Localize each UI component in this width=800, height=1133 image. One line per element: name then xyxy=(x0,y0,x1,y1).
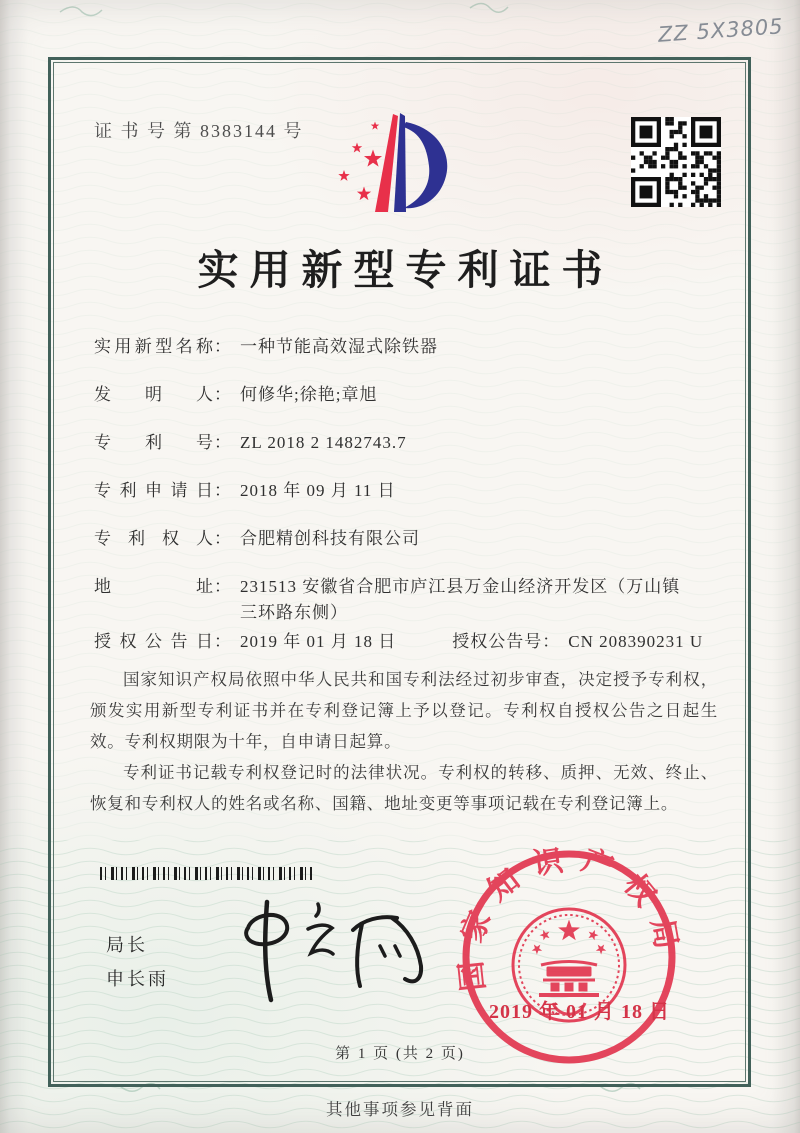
field-patent-number: 专利号 ： ZL 2018 2 1482743.7 xyxy=(94,433,407,452)
legal-paragraph-1: 国家知识产权局依照中华人民共和国专利法经过初步审查，决定授予专利权，颁发实用新型专利证书并在专利登记簿上予以登记。专利权自授权公告之日起生效。专利权期限为十年，自申请日起算。 xyxy=(90,670,718,751)
field-utility-model-name: 实用新型名称 ： 一种节能高效湿式除铁器 xyxy=(94,337,438,356)
field-address: 地址 ： 231513 安徽省合肥市庐江县万金山经济开发区（万山镇三环路东侧） xyxy=(94,577,681,622)
qr-code xyxy=(631,117,721,207)
director-signature xyxy=(215,888,435,1013)
field-grant-row: 授权公告日 ： 2019 年 01 月 18 日 授权公告号 ： CN 208390231 U xyxy=(94,629,724,655)
barcode xyxy=(100,867,313,880)
field-grant-number: 授权公告号 ： CN 208390231 U xyxy=(452,632,704,651)
handwritten-annotation: ZZ 5X3805 xyxy=(657,14,785,47)
legal-text xyxy=(90,664,718,819)
field-filing-date: 专利申请日 ： 2018 年 09 月 11 日 xyxy=(94,481,396,500)
official-seal xyxy=(453,843,685,1075)
seal-date-stamp: 2019 年 01 月 18 日 xyxy=(489,1001,670,1023)
director-title: 局长 xyxy=(106,935,148,955)
seal-text: 国家知识产权局 xyxy=(453,843,685,993)
legal-paragraph-2: 专利证书记载专利权登记时的法律状况。专利权的转移、质押、无效、终止、恢复和专利权人的姓名或名称、国籍、地址变更等事项记载在专利登记簿上。 xyxy=(90,763,718,813)
certificate-number: 证 书 号 第 8383144 号 xyxy=(94,121,304,141)
field-inventor: 发明人 ： 何修华;徐艳;章旭 xyxy=(94,385,378,404)
page-number: 第 1 页 (共 2 页) xyxy=(335,1046,465,1062)
cnipa-logo-icon xyxy=(330,100,480,230)
back-side-note: 其他事项参见背面 xyxy=(326,1100,474,1119)
field-patentee: 专利权人 ： 合肥精创科技有限公司 xyxy=(94,529,420,548)
director-block xyxy=(106,928,169,996)
certificate-title: 实用新型专利证书 xyxy=(197,247,614,293)
director-name: 申长雨 xyxy=(106,969,169,989)
field-list xyxy=(94,334,724,677)
